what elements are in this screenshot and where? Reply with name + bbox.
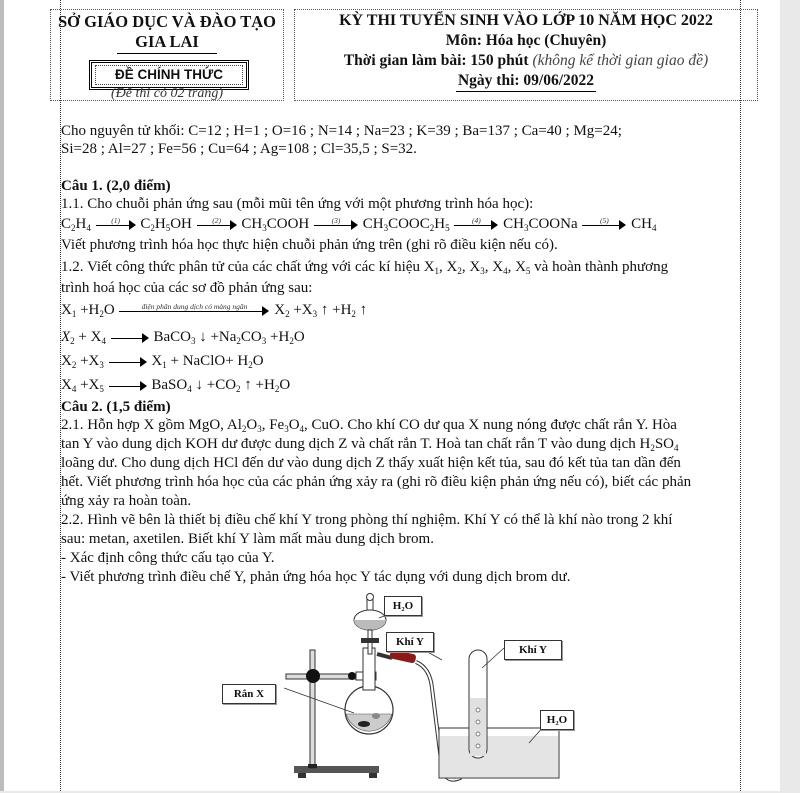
right-margin-guide [740, 0, 741, 791]
q22-line4: - Viết phương trình điều chế Y, phản ứng hóa học Y tác dụng với dung dịch brom dư. [61, 569, 571, 585]
exam-time: Thời gian làm bài: 150 phút (không kể thời gian giao đề) [343, 52, 709, 69]
atomic-masses-line1: Cho nguyên tử khối: C=12 ; H=1 ; O=16 ; N=14 ; Na=23 ; K=39 ; Ba=137 ; Ca=40 ; Mg=24; [61, 123, 622, 139]
reaction-3: $X_2 +X_3$ $X_1$ + NaClO+ $H_2O$ [61, 353, 264, 370]
arrow-4: (4) [454, 220, 498, 230]
q12-line1: 1.2. Viết công thức phân tử của các chất ứng với các kí hiệu $X_1$, $X_2$, $X_3$, $X_4$, $X_5$ và hoàn thành phương [61, 259, 669, 276]
header-left-box [50, 9, 284, 101]
reaction-1: $X_1 +H_2O$ điện phân dung dịch có màng ngăn $X_2 +X_3$ ↑ $+H_2$ ↑ [61, 301, 368, 319]
label-water-basin: H₂O [540, 710, 574, 730]
electrolysis-arrow: điện phân dung dịch có màng ngăn [119, 306, 269, 316]
department-name: SỞ GIÁO DỤC VÀ ĐÀO TẠO [57, 12, 277, 31]
department-province: GIA LAI [51, 32, 283, 54]
lab-apparatus-diagram [214, 588, 574, 788]
reaction-2: $X_2 + X_4$ BaCO$_3$ ↓ $+Na_2CO_3 +H_2O$ [61, 329, 305, 346]
arrow-r3 [109, 357, 147, 367]
arrow-r2 [111, 333, 149, 343]
q21-line3: loãng dư. Cho dung dịch HCl đến dư vào dung dịch Z thấy xuất hiện kết tủa, sau đó kết tủa tan dần đến [61, 455, 681, 471]
arrow-1: (1) [96, 220, 136, 230]
reaction-chain: $C_2H_4$ (1) $C_2H_5OH$ (2) $CH_3COOH$ (3) $CH_3COOC_2H_5$ (4) $CH_3COONa$ (5) $CH_4$ [61, 215, 657, 233]
label-solid-x: Rắn X [222, 684, 276, 704]
stand-base [294, 766, 379, 773]
label-gas-tube: Khí Y [386, 632, 434, 652]
arrow-2: (2) [197, 220, 237, 230]
arrow-5: (5) [582, 220, 626, 230]
official-badge: ĐỀ CHÍNH THỨC [89, 60, 249, 90]
q22-line1: 2.2. Hình vẽ bên là thiết bị điều chế khí Y trong phòng thí nghiệm. Khí Y có thể là khí nào trong 2 khí [61, 512, 673, 528]
q21-line5: ứng xảy ra hoàn toàn. [61, 493, 192, 509]
q22-line3: - Xác định công thức cấu tạo của Y. [61, 550, 275, 566]
q12-line2: trình hoá học của các sơ đồ phản ứng sau: [61, 280, 313, 296]
question1-title: Câu 1. (2,0 điểm) [61, 178, 171, 194]
document-page [4, 0, 780, 791]
question2-title: Câu 2. (1,5 điểm) [61, 399, 171, 415]
pages-note: (Đề thi có 02 trang) [111, 86, 223, 101]
q21-line1: 2.1. Hỗn hợp X gồm MgO, $Al_2O_3$, $Fe_3O_4$, CuO. Cho khí CO dư qua X nung nóng được chất rắn Y. Hòa [61, 417, 677, 434]
arrow-r4 [109, 381, 147, 391]
stand-rod [310, 650, 315, 768]
q21-line4: hết. Viết phương trình hóa học của các phản ứng xảy ra (ghi rõ điều kiện phản ứng nếu có), biết các phản [61, 474, 692, 490]
reaction-4: $X_4 +X_5$ BaSO$_4$ ↓ $+CO_2$ ↑ $+H_2O$ [61, 377, 291, 394]
label-gas-cylinder: Khí Y [504, 640, 562, 660]
q11-task: Viết phương trình hóa học thực hiện chuỗi phản ứng trên (ghi rõ điều kiện nếu có). [61, 237, 558, 253]
q11-intro: 1.1. Cho chuỗi phản ứng sau (mỗi mũi tên ứng với một phương trình hóa học): [61, 196, 534, 212]
exam-subject: Môn: Hóa học (Chuyên) [445, 32, 607, 49]
atomic-masses-line2: Si=28 ; Al=27 ; Fe=56 ; Cu=64 ; Ag=108 ; Cl=35,5 ; S=32. [61, 141, 417, 157]
exam-date: Ngày thi: 09/06/2022 [295, 71, 757, 92]
arrow-3: (3) [314, 220, 358, 230]
header-right-box [294, 9, 758, 101]
left-margin-guide [60, 0, 61, 791]
clamp-knob [306, 669, 320, 683]
exam-title: KỲ THI TUYỂN SINH VÀO LỚP 10 NĂM HỌC 2022 [339, 12, 713, 29]
label-water-funnel: H₂O [384, 596, 422, 616]
q21-line2: tan Y vào dung dịch KOH dư được dung dịch Z và chất rắn T. Hoà tan chất rắn T vào dung dịch $H_2SO_4$ [61, 436, 679, 453]
q22-line2: sau: metan, axetilen. Biết khí Y làm mất màu dung dịch brom. [61, 531, 434, 547]
